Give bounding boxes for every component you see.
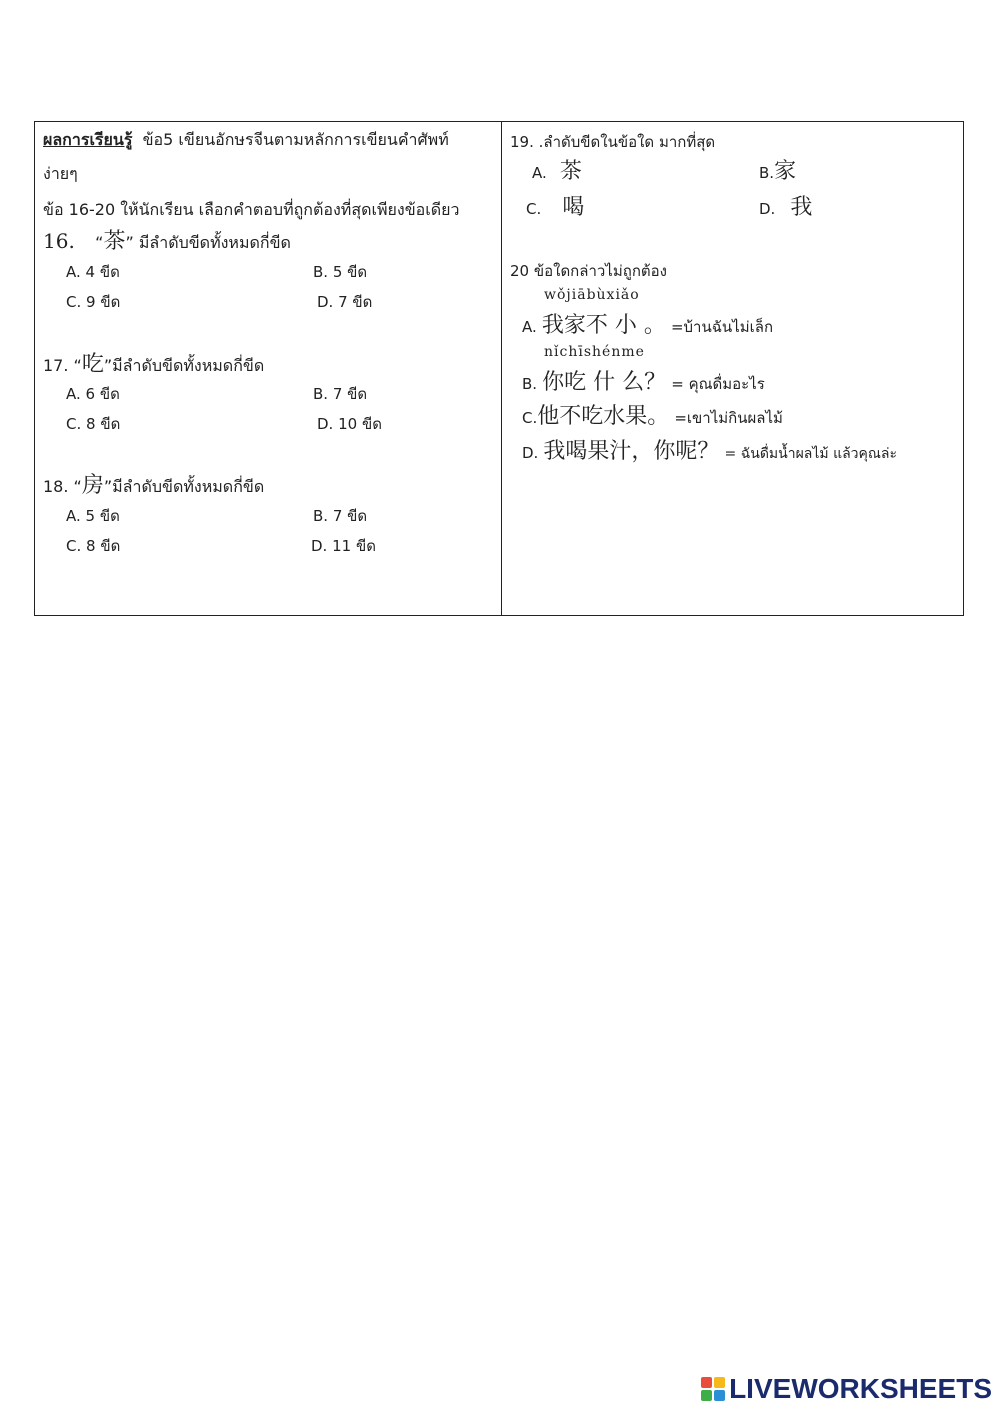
learning-outcome-continued: ง่ายๆ (43, 164, 78, 183)
question-18 (43, 468, 264, 500)
quote-open: “ (95, 233, 104, 252)
q18-option-b[interactable]: B. 7 ขีด (313, 507, 368, 525)
question-character: 吃 (81, 352, 104, 377)
q18-option-d[interactable]: D. 11 ขีด (311, 537, 376, 555)
q20-option-b[interactable] (522, 365, 765, 396)
quote-close: ” (125, 233, 134, 252)
q17-option-d[interactable]: D. 10 ขีด (317, 415, 382, 433)
option-character: 喝 (562, 195, 585, 220)
question-16 (43, 224, 291, 256)
option-thai: = ฉันดื่มน้ำผลไม้ แล้วคุณล่ะ (724, 446, 897, 462)
option-label: A. (532, 164, 547, 182)
option-thai: =เขาไม่กินผลไม้ (674, 409, 783, 427)
option-chinese: 我家不 小 。 (541, 313, 666, 338)
q16-option-a[interactable]: A. 4 ขีด (66, 263, 120, 281)
learning-outcome-heading: ผลการเรียนรู้ (43, 130, 133, 149)
option-character: 我 (790, 195, 813, 220)
question-character: 房 (81, 473, 104, 498)
question-number: 16. (43, 229, 75, 253)
option-label: B. (759, 164, 775, 182)
brand-name: LIVEWORKSHEETS (729, 1373, 992, 1404)
q20-option-d[interactable] (522, 434, 897, 465)
q16-option-c[interactable]: C. 9 ขีด (66, 293, 121, 311)
option-character: 家 (774, 159, 797, 184)
instruction-text: ข้อ 16-20 ให้นักเรียน เลือกคำตอบที่ถูกต้องที่สุดเพียงข้อเดียว (43, 200, 460, 219)
left-column (35, 122, 501, 615)
liveworksheets-logo (701, 1373, 992, 1405)
q20-b-pinyin: nǐchīshénme (544, 344, 645, 360)
question-19: 19. .ลำดับขีดในข้อใด มากที่สุด (510, 133, 716, 151)
question-17 (43, 347, 264, 379)
learning-outcome-line (43, 128, 449, 153)
option-thai: = คุณดื่มอะไร (671, 375, 765, 393)
q20-option-c[interactable] (522, 399, 783, 430)
q20-a-pinyin: wǒjiābùxiǎo (544, 287, 640, 303)
q19-option-d[interactable] (759, 190, 812, 221)
q17-option-b[interactable]: B. 7 ขีด (313, 385, 368, 403)
question-text: ”มีลำดับขีดทั้งหมดกี่ขีด (103, 356, 265, 375)
option-label: C. (526, 200, 542, 218)
option-chinese: 我喝果汁，你呢？ (543, 439, 720, 464)
option-label: D. (522, 444, 539, 462)
option-character: 茶 (559, 159, 582, 184)
question-20: 20 ข้อใดกล่าวไม่ถูกต้อง (510, 262, 667, 280)
q19-option-c[interactable] (526, 190, 584, 221)
question-character: 茶 (103, 229, 126, 254)
q16-option-d[interactable]: D. 7 ขีด (317, 293, 373, 311)
option-label: C. (522, 409, 538, 427)
option-chinese: 你吃 什 么？ (542, 370, 667, 395)
worksheet-table (34, 121, 964, 616)
question-number: 17. “ (43, 356, 82, 375)
option-thai: =บ้านฉันไม่เล็ก (670, 318, 774, 336)
q18-option-a[interactable]: A. 5 ขีด (66, 507, 120, 525)
option-label: D. (759, 200, 776, 218)
option-chinese: 他不吃水果。 (537, 404, 670, 429)
q19-option-b[interactable] (759, 154, 796, 185)
liveworksheets-icon (701, 1377, 725, 1401)
q16-option-b[interactable]: B. 5 ขีด (313, 263, 368, 281)
learning-outcome-text: ข้อ5 เขียนอักษรจีนตามหลักการเขียนคำศัพท์ (142, 130, 449, 149)
q17-option-a[interactable]: A. 6 ขีด (66, 385, 120, 403)
question-number: 18. “ (43, 477, 82, 496)
question-text: มีลำดับขีดทั้งหมดกี่ขีด (138, 233, 291, 252)
option-label: A. (522, 318, 537, 336)
option-label: B. (522, 375, 538, 393)
question-text: ”มีลำดับขีดทั้งหมดกี่ขีด (103, 477, 265, 496)
q17-option-c[interactable]: C. 8 ขีด (66, 415, 121, 433)
right-column (502, 122, 965, 615)
q20-option-a[interactable] (522, 308, 773, 339)
q19-option-a[interactable] (532, 154, 582, 185)
q18-option-c[interactable]: C. 8 ขีด (66, 537, 121, 555)
